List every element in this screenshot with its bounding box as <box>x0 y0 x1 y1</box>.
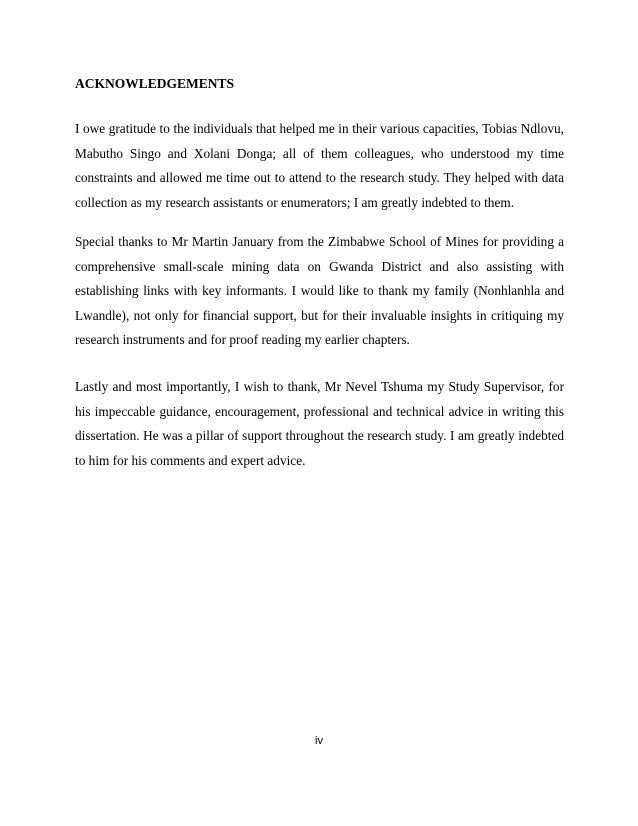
page-number: iv <box>315 735 323 747</box>
acknowledgement-paragraph-3: Lastly and most importantly, I wish to thank, Mr Nevel Tshuma my Study Supervisor, for his impeccable guidance, encouragement, professional and technical advice in writing this dissertation. He was a pillar of support throughout the research study. I am greatly indebted to him for his comments and expert advice. <box>75 379 564 468</box>
page-title: ACKNOWLEDGEMENTS <box>75 76 235 91</box>
acknowledgement-paragraph-1: I owe gratitude to the individuals that helped me in their various capacities, Tobias Ndlovu, Mabutho Singo and Xolani Donga; all of them colleagues, who understood my time constraints and allowed me time out to attend to the research study. They helped with data collection as my research assistants or enumerators; I am greatly indebted to them. <box>75 121 564 210</box>
acknowledgement-paragraph-2: Special thanks to Mr Martin January from the Zimbabwe School of Mines for providing a comprehensive small-scale mining data on Gwanda District and also assisting with establishing links with key informants. I would like to thank my family (Nonhlanhla and Lwandle), not only for financial support, but for their invaluable insights in critiquing my research instruments and for proof reading my earlier chapters. <box>75 234 564 348</box>
